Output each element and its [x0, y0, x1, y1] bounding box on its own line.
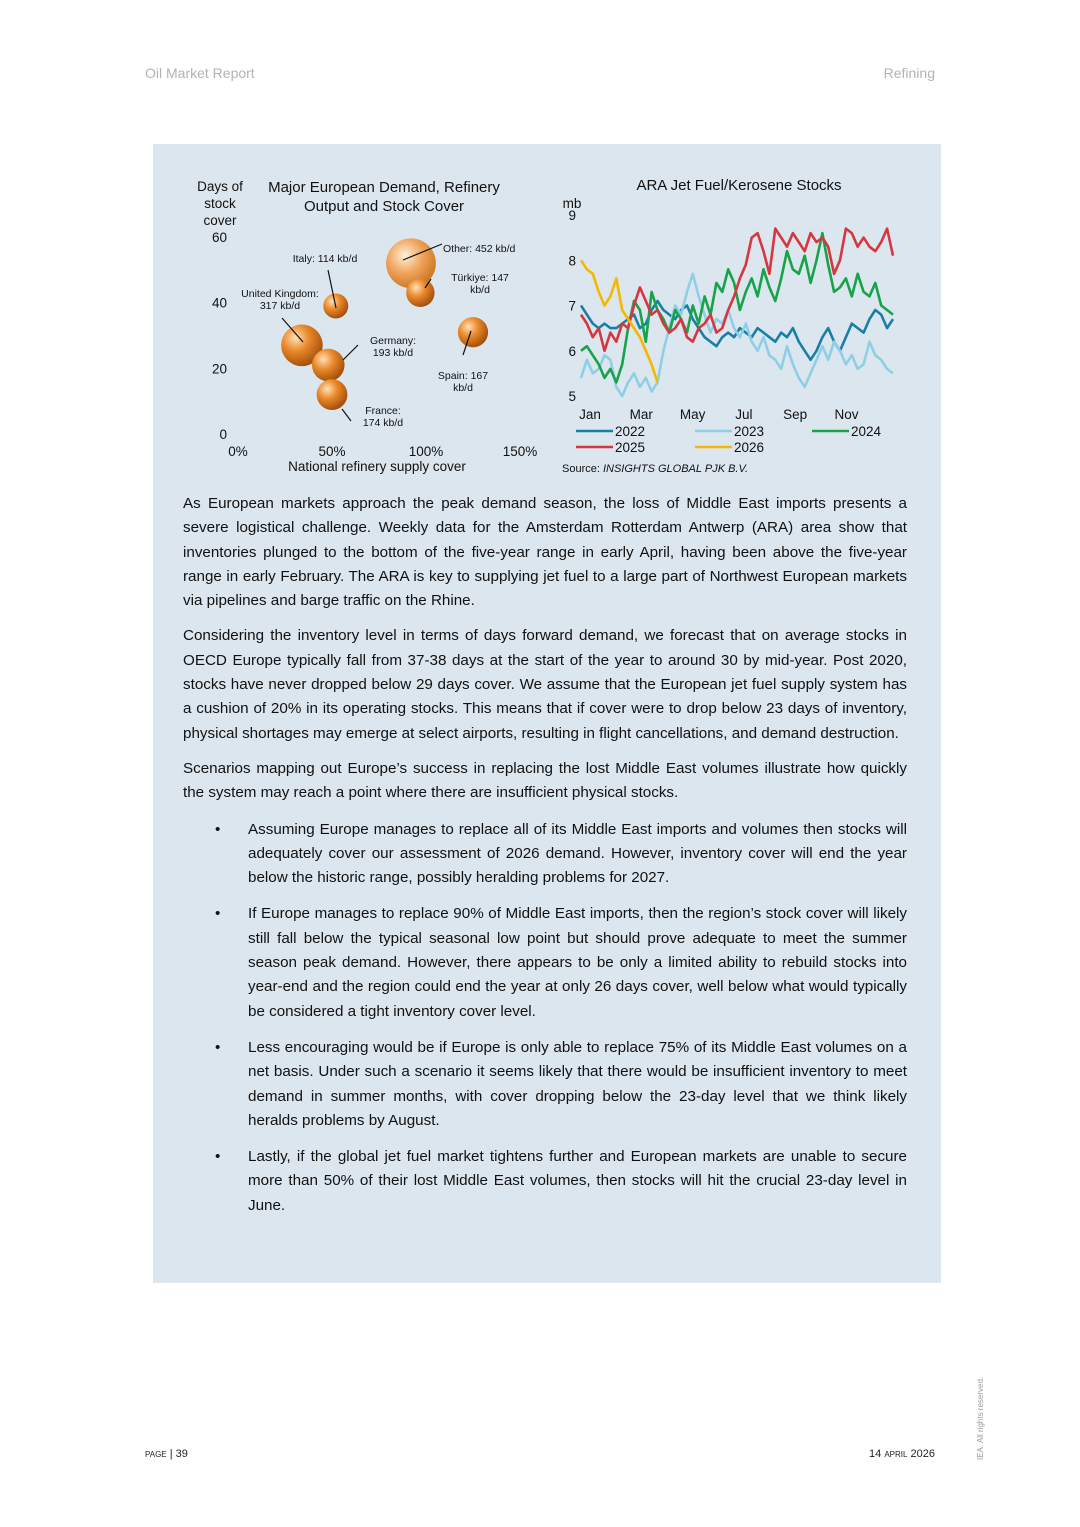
bubble-xlabel: National refinery supply cover — [288, 459, 466, 474]
label-uk-1: United Kingdom: — [241, 288, 319, 300]
bubble-germany — [312, 349, 345, 382]
line-source — [562, 463, 748, 475]
bullet-icon: • — [215, 820, 221, 838]
label-turkiye-1: Türkiye: 147 — [451, 272, 509, 284]
list-item — [183, 1145, 907, 1218]
line-xtick: Jul — [735, 407, 753, 422]
label-spain-1: Spain: 167 — [437, 370, 489, 382]
bubble-spain — [458, 317, 488, 347]
list-item-text: Less encouraging would be if Europe is only able to replace 75% of its Middle East volumes on a net basis. Under such a scenario it seems likely that there would be insufficient inventory to meet demand in summer months, with cover dropping below the 23-day level that we think likely heralds problems by August. — [248, 1038, 907, 1129]
legend-2023: 2023 — [734, 424, 765, 439]
bubble-france — [317, 379, 348, 410]
line-source-name: INSIGHTS GLOBAL PJK B.V. — [602, 463, 749, 475]
header-report-title: Oil Market Report — [145, 65, 255, 81]
label-germany-1: Germany: — [369, 335, 417, 347]
footer-page — [145, 1448, 188, 1460]
scenario-list — [183, 818, 907, 1218]
footer-date — [869, 1448, 935, 1460]
line-xtick: May — [679, 407, 706, 422]
bubble-ytick: 20 — [211, 361, 227, 377]
paragraph-2: Considering the inventory level in terms of days forward demand, we forecast that on average stocks in OECD Europe typically fall from 37-38 days at the start of the year to around 30 by mid-year. Post 2020, stocks have never dropped below 29 days cover. We assume that the European jet fuel supply system has a cushion of 20% in its operating stocks. This means that if cover were to drop below 23 days of inventory, physical shortages may emerge at select airports, resulting in flight cancellations, and demand destruction. — [183, 627, 907, 742]
bullet-icon: • — [215, 905, 221, 923]
line-ytick: 8 — [568, 253, 576, 269]
legend-2026: 2026 — [734, 440, 765, 455]
list-item-text: If Europe manages to replace 90% of Middle East imports, then the region’s stock cover will likely still fall below the typical seasonal low point but should prove adequate to meet the summer season peak demand. However, there appears to be only a limited ability to rebuild stocks into year-end and the region could end the year at only 26 days cover, well below what would typically be considered a tight inventory cover level. — [248, 905, 907, 1020]
legend-2025: 2025 — [615, 440, 646, 455]
bubble-t-rkiye — [406, 279, 434, 307]
list-item — [183, 1036, 907, 1133]
bubble-ylabel-3: cover — [203, 213, 237, 228]
line-ytick: 9 — [568, 208, 576, 223]
footer-page-number: 39 — [175, 1448, 188, 1460]
line-xtick: Sep — [783, 407, 808, 422]
bubble-chart — [183, 170, 553, 480]
paragraph-1: As European markets approach the peak demand season, the loss of Middle East imports presents a severe logistical challenge. Weekly data for the Amsterdam Rotterdam Antwerp (ARA) area show that inventories plunged to the bottom of the five-year range in early April, having been above the five-year range in early February. The ARA is key to supplying jet fuel to a large part of Northwest European markets via pipelines and barge traffic on the Rhine. — [183, 495, 907, 610]
line-ytick: 7 — [568, 298, 576, 314]
series-line-2024 — [581, 233, 893, 382]
bubble-title-1: Major European Demand, Refinery — [268, 179, 500, 196]
bubble-ytick: 0 — [219, 427, 227, 442]
label-france-2: 174 kb/d — [362, 417, 404, 429]
bullet-icon: • — [215, 1148, 221, 1166]
label-uk-2: 317 kb/d — [259, 300, 301, 312]
bubble-xtick: 100% — [408, 444, 444, 459]
footer-date-day: 14 — [869, 1448, 885, 1460]
bubble-ylabel-1: Days of — [197, 179, 243, 194]
list-item-text: Assuming Europe manages to replace all of its Middle East imports and volumes then stocks will adequately cover our assessment of 2026 demand. However, inventory cover will end the year below the historic range, possibly heralding problems for 2027. — [248, 820, 907, 887]
bubble-xtick: 0% — [228, 444, 248, 459]
header-section: Refining — [883, 65, 935, 81]
content-panel — [153, 144, 941, 1283]
line-source-prefix: Source: — [562, 463, 603, 475]
leader-germany — [343, 345, 358, 360]
line-title: ARA Jet Fuel/Kerosene Stocks — [636, 177, 842, 194]
line-yunit: mb — [562, 196, 582, 211]
line-xtick: Nov — [834, 407, 859, 422]
label-france-1: France: — [365, 405, 401, 417]
line-ytick: 5 — [568, 389, 576, 404]
line-ytick: 6 — [568, 343, 576, 359]
rights-notice: IEA. All rights reserved. — [976, 1376, 985, 1460]
line-xtick: Jan — [579, 407, 601, 422]
list-item — [183, 818, 907, 891]
legend-2022: 2022 — [615, 424, 646, 439]
footer-page-sep: | — [166, 1448, 176, 1460]
bubble-ylabel-2: stock — [204, 196, 236, 211]
line-xtick: Mar — [629, 407, 653, 422]
list-item — [183, 902, 907, 1023]
footer-date-month: APRIL — [884, 1450, 908, 1459]
bubble-other — [386, 238, 436, 288]
bubble-ytick: 60 — [211, 230, 227, 245]
bubble-ytick: 40 — [211, 295, 227, 311]
bubble-title-2: Output and Stock Cover — [303, 198, 465, 215]
footer-date-year: 2026 — [907, 1448, 935, 1460]
paragraph-3: Scenarios mapping out Europe’s success in replacing the lost Middle East volumes illustrate how quickly the system may reach a point where there are insufficient physical stocks. — [183, 759, 907, 802]
label-turkiye-2: kb/d — [470, 284, 490, 296]
label-germany-2: 193 kb/d — [372, 347, 414, 359]
bubble-xtick: 50% — [318, 444, 346, 459]
legend-2024: 2024 — [851, 424, 882, 439]
label-italy: Italy: 114 kb/d — [292, 253, 358, 265]
list-item-text: Lastly, if the global jet fuel market tightens further and European markets are unable to secure more than 50% of their lost Middle East volumes, then stocks will hit the crucial 23-day level in June. — [248, 1148, 907, 1214]
label-other: Other: 452 kb/d — [443, 243, 516, 255]
footer-page-label: PAGE — [145, 1450, 167, 1459]
line-chart — [553, 170, 923, 480]
leader-france — [342, 409, 351, 421]
bullet-icon: • — [215, 1038, 221, 1056]
bubble-xtick: 150% — [502, 444, 538, 459]
label-spain-2: kb/d — [453, 382, 473, 394]
body-text — [183, 492, 907, 1230]
